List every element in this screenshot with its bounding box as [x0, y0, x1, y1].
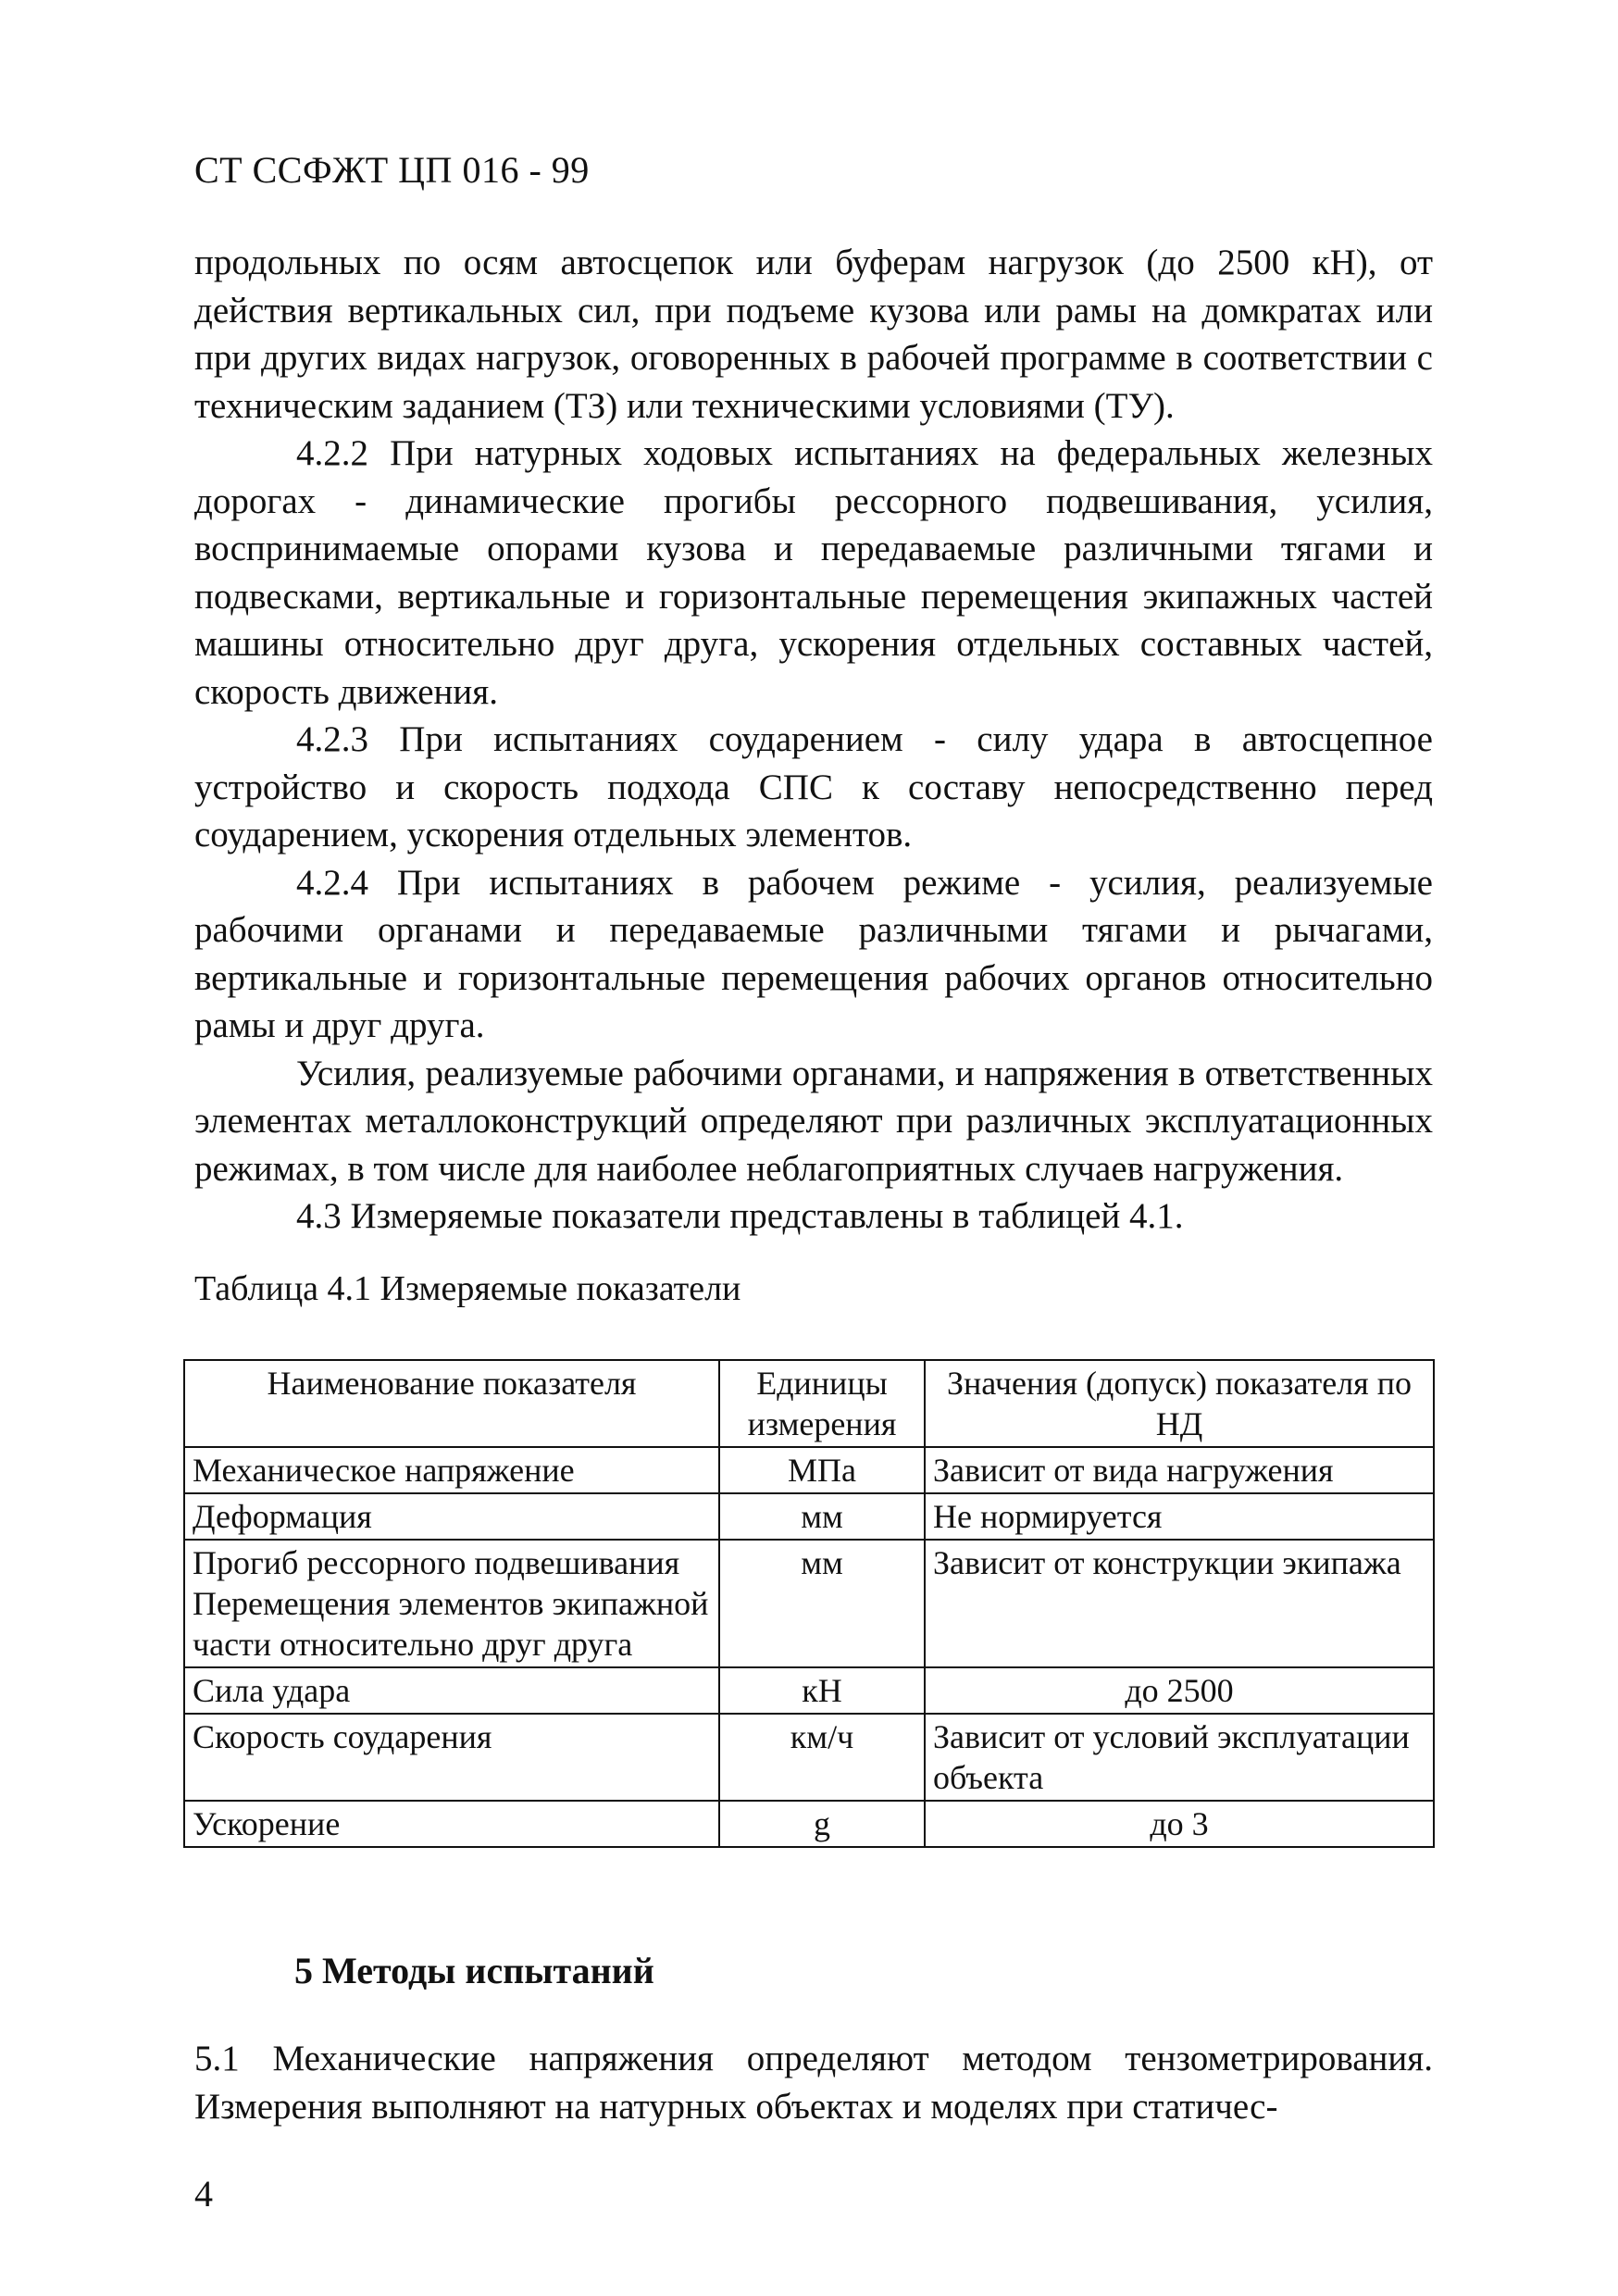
measures-table	[183, 1359, 1435, 1848]
paragraph-4-2-4: 4.2.4 При испытаниях в рабочем режиме - усилия, реализуемые рабочими органами и передаваемые различными тягами и рычагами, вертикальные и горизонтальные перемещения рабочих органов относительно рамы и друг друга.	[194, 862, 1433, 1045]
section-title: 5 Методы испытаний	[294, 1950, 654, 1991]
section-text	[194, 2035, 1433, 2131]
cell-name: Ускорение	[184, 1801, 719, 1847]
cell-name: Скорость соударения	[184, 1714, 719, 1801]
cell-value: Зависит от вида нагружения	[925, 1447, 1434, 1493]
cell-name-line: Перемещения элементов экипажной части относительно друг друга	[193, 1585, 709, 1663]
cell-unit: МПа	[719, 1447, 925, 1493]
paragraph-4-3: 4.3 Измеряемые показатели представлены в таблицей 4.1.	[296, 1196, 1184, 1236]
paragraph-4-2-3: 4.2.3 При испытаниях соударением - силу удара в автосцепное устройство и скорость подхода СПС к составу непосредственно перед соударением, ускорения отдельных элементов.	[194, 719, 1433, 855]
cell-name: Деформация	[184, 1493, 719, 1540]
cell-unit: мм	[719, 1493, 925, 1540]
cell-value: Зависит от условий эксплуатации объекта	[925, 1714, 1434, 1801]
cell-value: Зависит от конструкции экипажа	[925, 1540, 1434, 1667]
cell-name: Механическое напряжение	[184, 1447, 719, 1493]
table-row	[184, 1667, 1434, 1714]
table-caption: Таблица 4.1 Измеряемые показатели	[194, 1269, 741, 1308]
header-unit: Единицы измерения	[719, 1360, 925, 1447]
cell-value: Не нормируется	[925, 1493, 1434, 1540]
paragraph-continuation: продольных по осям автосцепок или буферам нагрузок (до 2500 кН), от действия вертикальных сил, при подъеме кузова или рамы на домкратах или при других видах нагрузок, оговоренных в рабочей программе в соответствии с техническим заданием (ТЗ) или техническими условиями (ТУ).	[194, 243, 1433, 426]
cell-unit: g	[719, 1801, 925, 1847]
header-value: Значения (допуск) показателя по НД	[925, 1360, 1434, 1447]
cell-value: до 2500	[925, 1667, 1434, 1714]
cell-name-line: Прогиб рессорного подвешивания	[193, 1544, 680, 1581]
paragraph-efforts: Усилия, реализуемые рабочими органами, и напряжения в ответственных элементах металлоконструкций определяют при различных эксплуатационных режимах, в том числе для наиболее неблагоприятных случаев нагружения.	[194, 1053, 1433, 1189]
body-text	[194, 239, 1433, 1241]
cell-unit: кН	[719, 1667, 925, 1714]
table-row	[184, 1714, 1434, 1801]
cell-name: Сила удара	[184, 1667, 719, 1714]
table-row	[184, 1801, 1434, 1847]
table-header-row	[184, 1360, 1434, 1447]
paragraph-4-2-2: 4.2.2 При натурных ходовых испытаниях на федеральных железных дорогах - динамические прогибы рессорного подвешивания, усилия, воспринимаемые опорами кузова и передаваемые различными тягами и подвесками, вертикальные и горизонтальные перемещения экипажных частей машины относительно друг друга, ускорения отдельных составных частей, скорость движения.	[194, 433, 1433, 712]
document-code-header: СТ ССФЖТ ЦП 016 - 99	[194, 149, 590, 191]
cell-unit: мм	[719, 1540, 925, 1667]
page-number: 4	[194, 2173, 213, 2215]
header-name: Наименование показателя	[184, 1360, 719, 1447]
paragraph-5-1: 5.1 Механические напряжения определяют методом тензометрирования. Измерения выполняют на натурных объектах и моделях при статичес-	[194, 2039, 1433, 2127]
cell-unit: км/ч	[719, 1714, 925, 1801]
table-row	[184, 1540, 1434, 1667]
cell-value: до 3	[925, 1801, 1434, 1847]
cell-name	[184, 1540, 719, 1667]
table-row	[184, 1447, 1434, 1493]
table-row	[184, 1493, 1434, 1540]
